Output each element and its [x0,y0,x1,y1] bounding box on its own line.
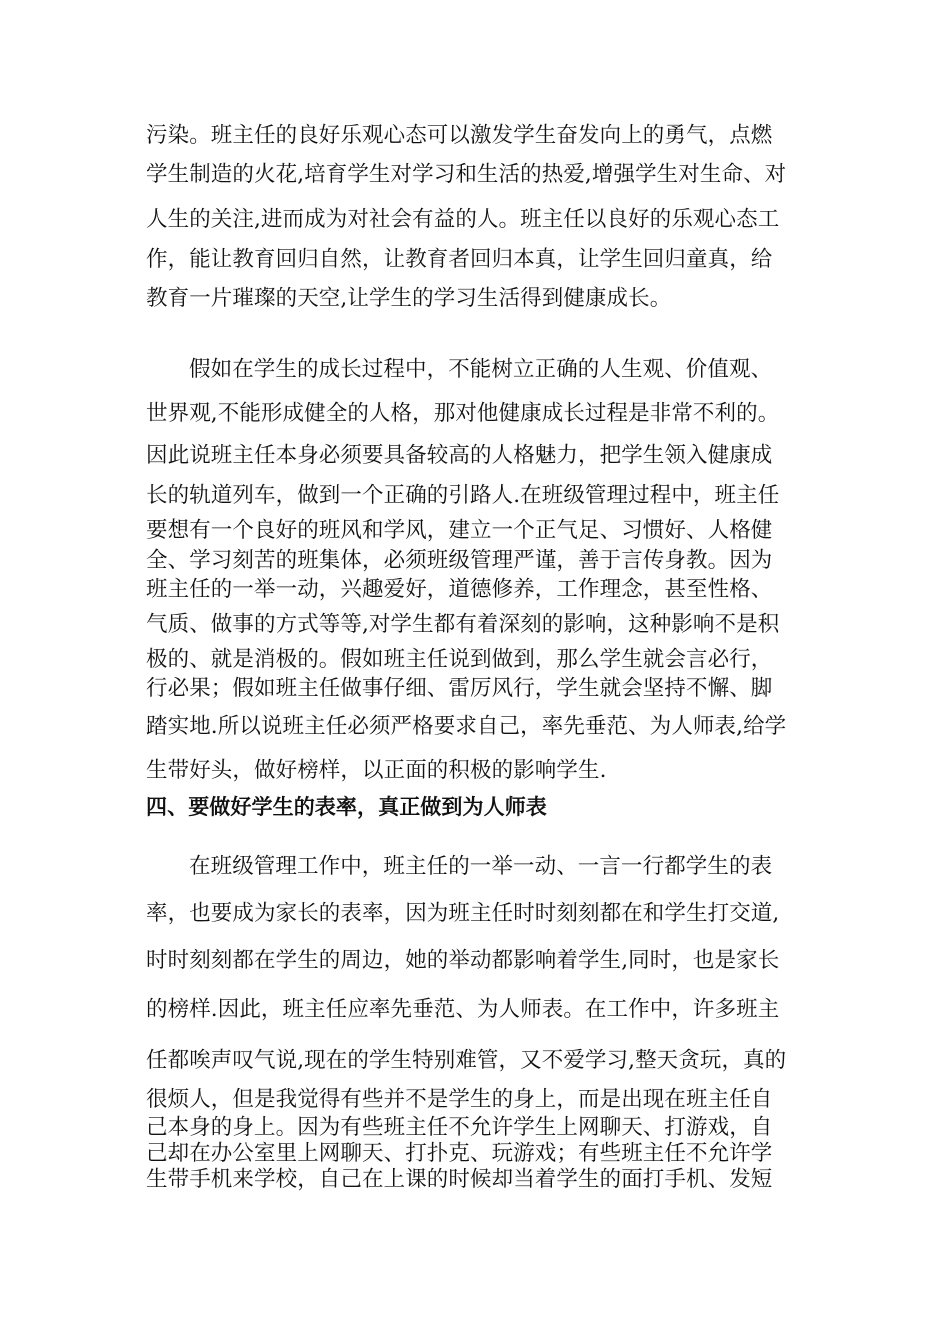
paragraph-3-line-7: 己本身的身上。因为有些班主任不允许学生上网聊天、打游戏，自 [146,1115,773,1140]
paragraph-2-line-5: 要想有一个良好的班风和学风，建立一个正气足、习惯好、人格健 [146,518,773,543]
paragraph-3-line-4: 的榜样.因此，班主任应率先垂范、为人师表。在工作中，许多班主 [146,997,780,1022]
paragraph-3-line-3: 时时刻刻都在学生的周边，她的举动都影响着学生,同时，也是家长 [146,948,780,973]
paragraph-2-line-6: 全、学习刻苦的班集体，必须班级管理严谨，善于言传身教。因为 [146,548,773,573]
paragraph-3-line-5: 任都唉声叹气说,现在的学生特别难管，又不爱学习,整天贪玩，真的 [146,1048,787,1073]
paragraph-3-line-1: 在班级管理工作中，班主任的一举一动、一言一行都学生的表 [189,854,773,879]
section-heading: 四、要做好学生的表率，真正做到为人师表 [146,795,547,819]
paragraph-2-line-2: 世界观,不能形成健全的人格，那对他健康成长过程是非常不利的。 [146,401,780,426]
paragraph-3-line-9: 生带手机来学校，自己在上课的时候却当着学生的面打手机、发短 [146,1167,773,1192]
paragraph-1-line-1: 污染。班主任的良好乐观心态可以激发学生奋发向上的勇气，点燃 [146,123,773,148]
paragraph-3-line-2: 率，也要成为家长的表率，因为班主任时时刻刻都在和学生打交道, [146,901,780,926]
paragraph-1-line-5: 教育一片璀璨的天空,让学生的学习生活得到健康成长。 [146,286,672,311]
paragraph-1-line-2: 学生制造的火花,培育学生对学习和生活的热爱,增强学生对生命、对 [146,162,787,187]
paragraph-2-line-4: 长的轨道列车，做到一个正确的引路人.在班级管理过程中，班主任 [146,483,780,508]
paragraph-2-line-10: 行必果；假如班主任做事仔细、雷厉风行，学生就会坚持不懈、脚 [146,676,773,701]
paragraph-2-line-11: 踏实地.所以说班主任必须严格要求自己，率先垂范、为人师表,给学 [146,714,787,739]
paragraph-2-line-7: 班主任的一举一动，兴趣爱好，道德修养，工作理念，甚至性格、 [146,577,773,602]
paragraph-2-line-8: 气质、做事的方式等等,对学生都有着深刻的影响，这种影响不是积 [146,612,780,637]
paragraph-3-line-6: 很烦人，但是我觉得有些并不是学生的身上，而是出现在班主任自 [146,1087,773,1112]
paragraph-2-line-9: 极的、就是消极的。假如班主任说到做到，那么学生就会言必行， [146,647,773,672]
paragraph-1-line-4: 作，能让教育回归自然，让教育者回归本真，让学生回归童真，给 [146,247,773,272]
paragraph-1-line-3: 人生的关注,进而成为对社会有益的人。班主任以良好的乐观心态工 [146,207,780,232]
paragraph-2-line-1: 假如在学生的成长过程中，不能树立正确的人生观、价值观、 [189,357,773,382]
paragraph-2-line-12: 生带好头，做好榜样，以正面的积极的影响学生. [146,758,607,783]
paragraph-3-line-8: 己却在办公室里上网聊天、打扑克、玩游戏；有些班主任不允许学 [146,1141,773,1166]
paragraph-2-line-3: 因此说班主任本身必须要具备较高的人格魅力，把学生领入健康成 [146,443,773,468]
